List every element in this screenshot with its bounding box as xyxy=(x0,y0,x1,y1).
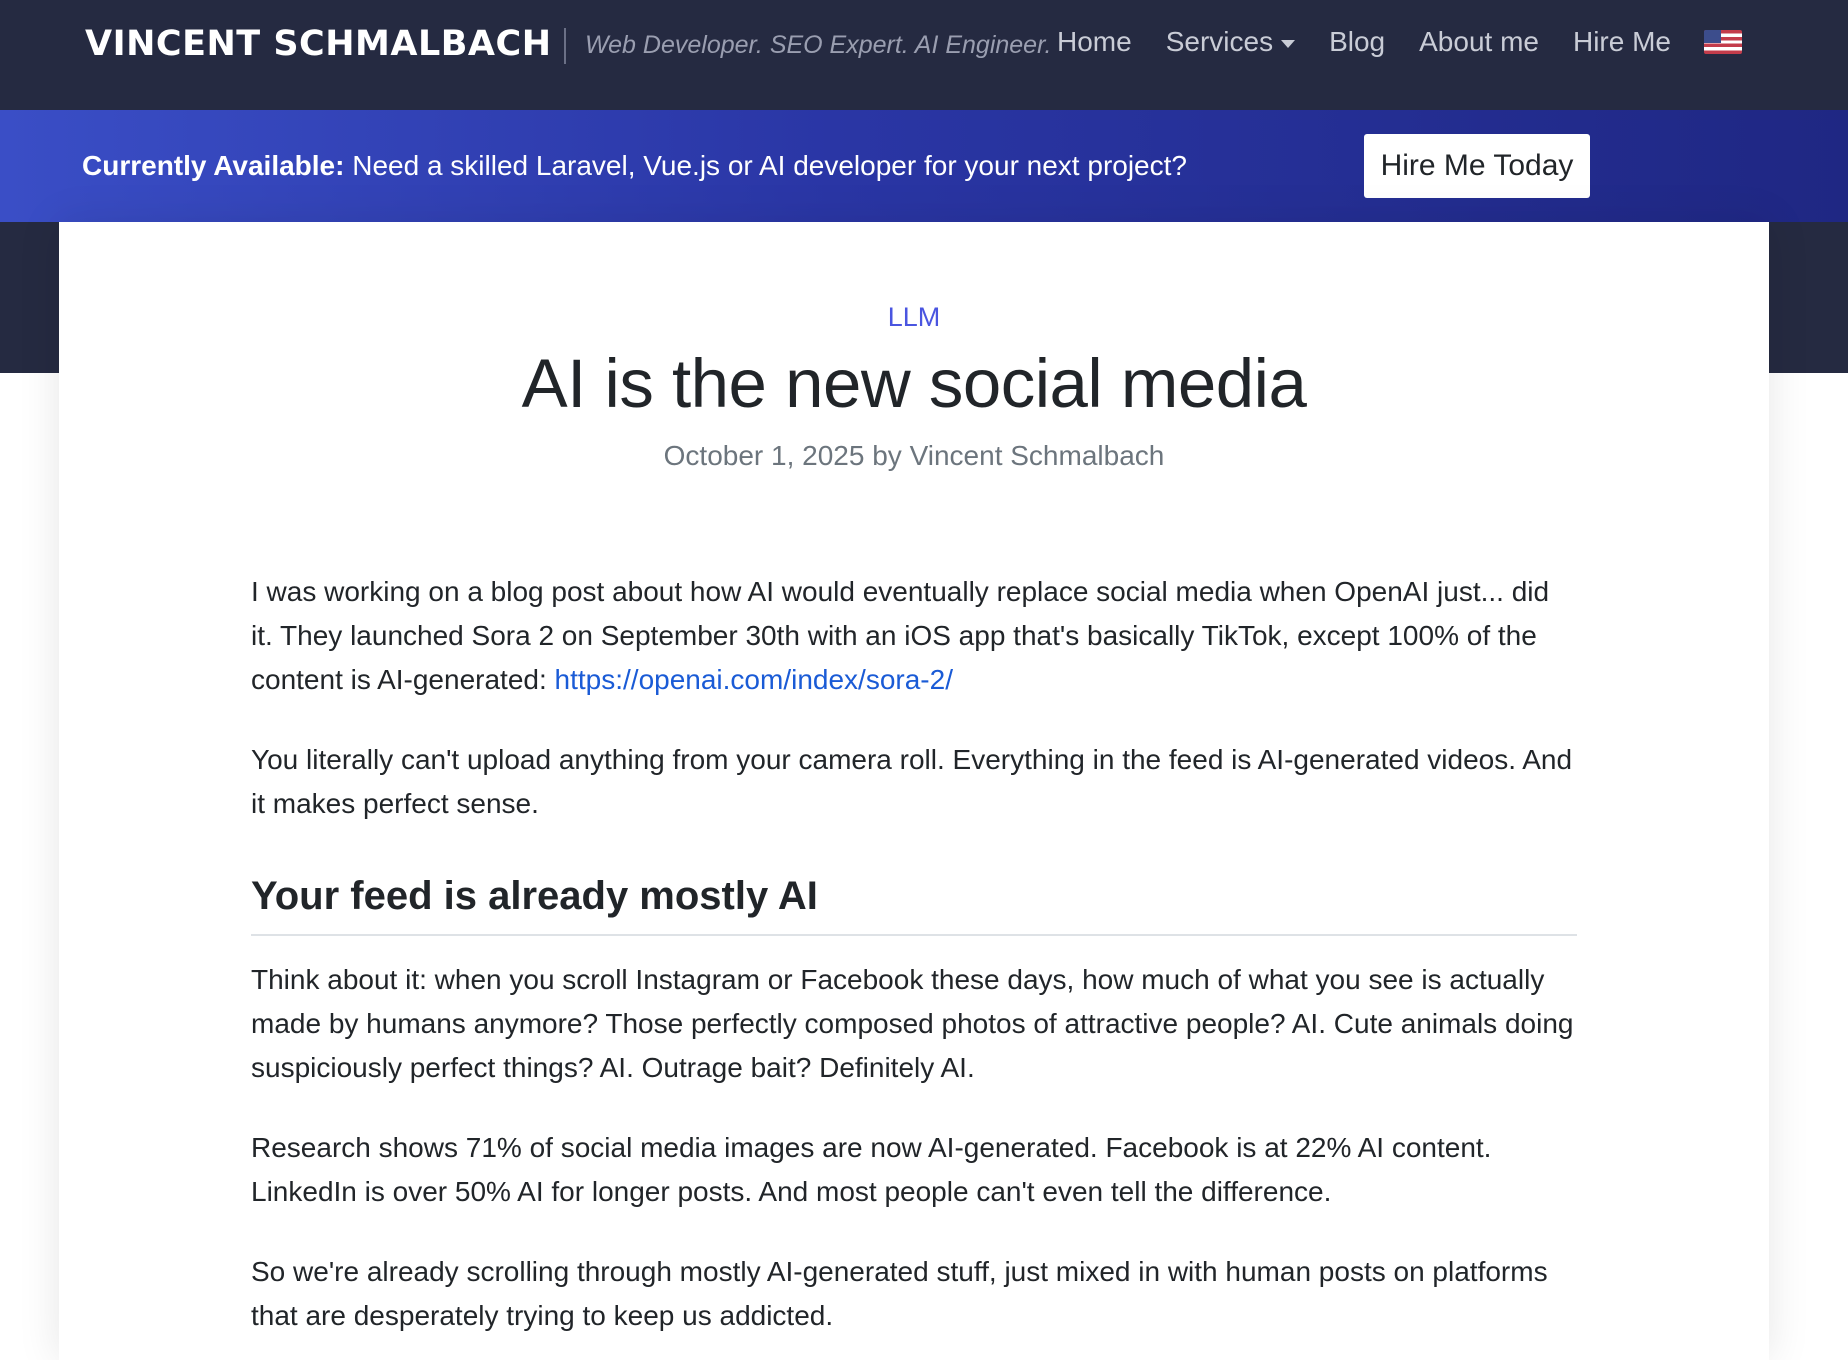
paragraph-scrolling: So we're already scrolling through mostly AI-generated stuff, just mixed in with human posts on platforms that are desperately trying to keep us addicted. xyxy=(251,1256,1548,1331)
nav-about-me[interactable]: About me xyxy=(1419,26,1539,57)
paragraph-intro-text: I was working on a blog post about how AI would eventually replace social media when OpenAI just... did it. They launched Sora 2 on September 30th with an iOS app that's basically TikTok, except 100% of the content is AI-generated: xyxy=(251,576,1550,695)
main-nav xyxy=(1057,24,1742,60)
article-body xyxy=(251,570,1577,1360)
category-link[interactable]: LLM xyxy=(887,302,941,332)
paragraph-think-about-it: Think about it: when you scroll Instagram or Facebook these days, how much of what you see is actually made by humans anymore? Those perfectly composed photos of attractive people? AI. Cute animals doing suspiciously perfect things? AI. Outrage bait? Definitely AI. xyxy=(251,964,1574,1083)
nav-blog[interactable]: Blog xyxy=(1329,26,1386,57)
paragraph-camera-roll: You literally can't upload anything from your camera roll. Everything in the feed is AI-generated videos. And it makes perfect sense. xyxy=(251,744,1573,819)
us-flag-icon[interactable] xyxy=(1704,30,1742,54)
paragraph-intro xyxy=(251,570,1577,702)
paragraph-research: Research shows 71% of social media images are now AI-generated. Facebook is at 22% AI content. LinkedIn is over 50% AI for longer posts. And most people can't even tell the difference. xyxy=(251,1132,1492,1207)
article-card xyxy=(59,222,1769,1360)
top-navbar xyxy=(0,0,1848,110)
banner-text: Need a skilled Laravel, Vue.js or AI developer for your next project? xyxy=(344,150,1187,181)
nav-services[interactable] xyxy=(1166,26,1295,58)
site-tagline: Web Developer. SEO Expert. AI Engineer. xyxy=(585,31,1052,59)
section-heading: Your feed is already mostly AI xyxy=(251,872,1577,936)
nav-home[interactable]: Home xyxy=(1057,26,1132,57)
nav-services-label: Services xyxy=(1165,26,1274,57)
chevron-down-icon xyxy=(1281,40,1295,48)
banner-message xyxy=(82,150,1187,182)
brand-divider xyxy=(564,28,566,64)
nav-hire-me[interactable]: Hire Me xyxy=(1572,26,1671,57)
article-meta: October 1, 2025 by Vincent Schmalbach xyxy=(663,440,1165,471)
article-title: AI is the new social media xyxy=(521,345,1307,422)
sora-2-link[interactable]: https://openai.com/index/sora-2/ xyxy=(554,664,953,695)
banner-label: Currently Available: xyxy=(82,150,345,181)
flag-canton xyxy=(1704,30,1721,43)
hire-me-today-button[interactable]: Hire Me Today xyxy=(1364,134,1590,198)
site-brand-link[interactable]: VINCENT SCHMALBACH xyxy=(85,24,552,64)
